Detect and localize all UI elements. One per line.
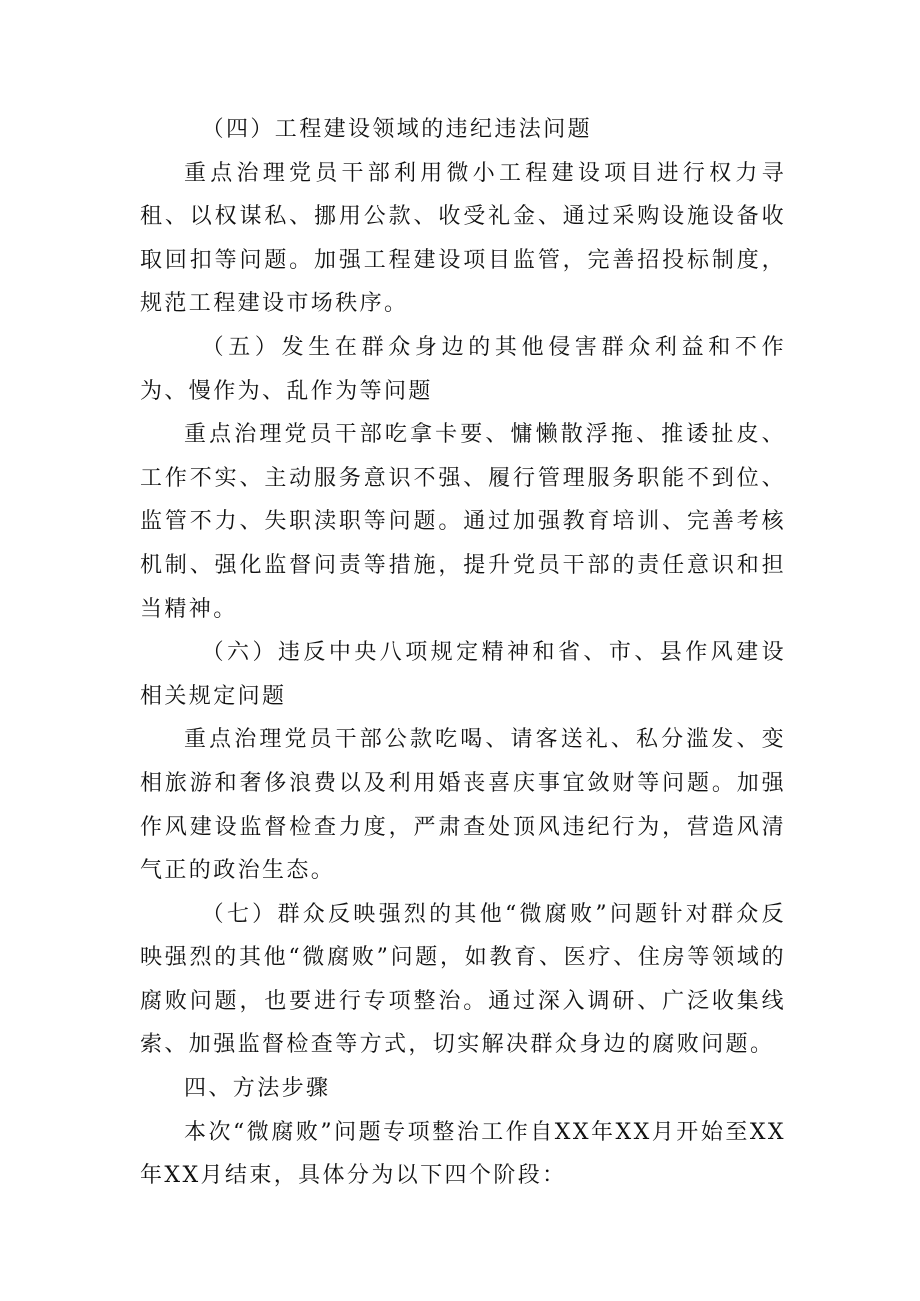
section-heading-7: （七）群众反映强烈的其他“微腐败”问题针对群众反映强烈的其他“微腐败”问题，如教育、医疗、住房等领域的腐败问题，也要进行专项整治。通过深入调研、广泛收集线索、加强监督检查等方式，切实解决群众身边的腐败问题。 xyxy=(140,901,786,1058)
paragraph-engineering: 重点治理党员干部利用微小工程建设项目进行权力寻租、以权谋私、挪用公款、收受礼金、通过采购设施设备收取回扣等问题。加强工程建设项目监管，完善招投标制度，规范工程建设市场秩序。 xyxy=(140,160,786,317)
section-heading-4: （四）工程建设领域的违纪违法问题 xyxy=(201,117,592,142)
section-heading-6: （六）违反中央八项规定精神和省、市、县作风建设相关规定问题 xyxy=(140,640,786,709)
document-body xyxy=(140,108,786,1198)
paragraph-schedule: 本次“微腐败”问题专项整治工作自XX年XX月开始至XX年XX月结束，具体分为以下四个阶段： xyxy=(140,1119,786,1189)
paragraph-eight-rules: 重点治理党员干部公款吃喝、请客送礼、私分滥发、变相旅游和奢侈浪费以及利用婚丧喜庆事宜敛财等问题。加强作风建设监督检查力度，严肃查处顶风违纪行为，营造风清气正的政治生态。 xyxy=(140,727,786,884)
paragraph-inaction: 重点治理党员干部吃拿卡要、慵懒散浮拖、推诿扯皮、工作不实、主动服务意识不强、履行管理服务职能不到位、监管不力、失职渎职等问题。通过加强教育培训、完善考核机制、强化监督问责等措施，提升党员干部的责任意识和担当精神。 xyxy=(140,422,786,622)
section-title-methods: 四、方法步骤 xyxy=(184,1076,331,1102)
section-heading-5: （五）发生在群众身边的其他侵害群众利益和不作为、慢作为、乱作为等问题 xyxy=(140,334,786,404)
